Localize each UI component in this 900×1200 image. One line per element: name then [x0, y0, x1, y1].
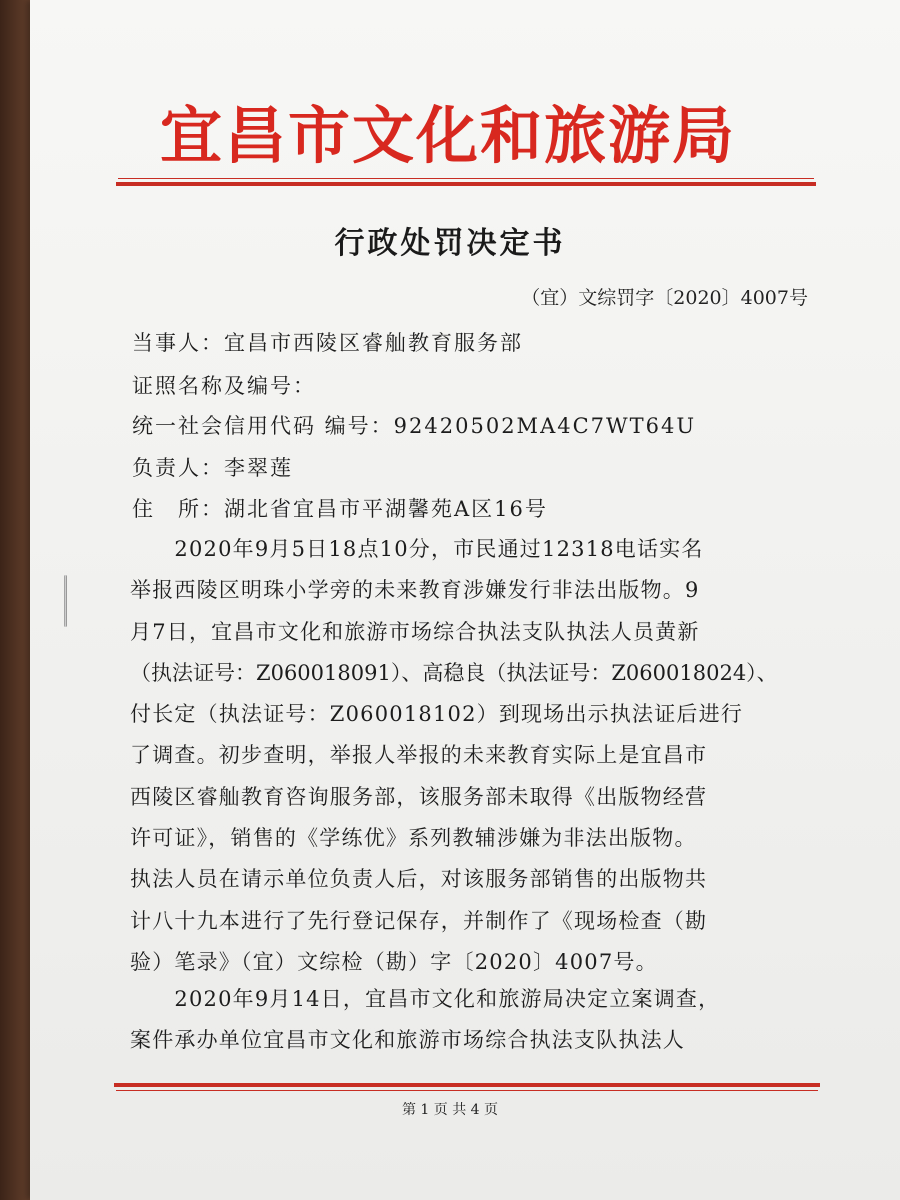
paragraph-line: 西陵区睿舢教育咨询服务部，该服务部未取得《出版物经营	[130, 784, 708, 809]
footer-rule-thin	[116, 1090, 818, 1091]
document-title: 行政处罚决定书	[334, 226, 566, 261]
paragraph-line: 了调查。初步查明，举报人举报的未来教育实际上是宜昌市	[130, 743, 708, 768]
paragraph-line: 2020年9月5日18点10分，市民通过12318电话实名	[130, 537, 704, 561]
paragraph-line: 付长定（执法证号：Z060018102）到现场出示执法证后进行	[130, 702, 744, 727]
document-number: （宜）文综罚字〔2020〕4007号	[521, 287, 808, 309]
paragraph-line: 计八十九本进行了先行登记保存，并制作了《现场检查（勘	[130, 908, 708, 933]
paragraph-line: 2020年9月14日，宜昌市文化和旅游局决定立案调查，	[130, 987, 721, 1011]
responsible-person: 负责人：李翠莲	[132, 456, 293, 480]
body-paragraph-2	[130, 979, 795, 1062]
paragraph-line: （执法证号：Z060018091）、高稳良（执法证号：Z060018024）、	[130, 660, 778, 685]
paragraph-line: 月7日，宜昌市文化和旅游市场综合执法支队执法人员黄新	[130, 619, 700, 644]
address: 住 所：湖北省宜昌市平湖馨苑A区16号	[132, 497, 548, 521]
paragraph-line: 验）笔录》（宜）文综检（勘）字〔2020〕4007号。	[130, 949, 658, 974]
header-rule-thick	[116, 182, 816, 186]
license-name: 证照名称及编号：	[132, 374, 316, 398]
body-paragraph-1	[130, 529, 795, 983]
credit-code: 统一社会信用代码 编号：92420502MA4C7WT64U	[132, 414, 697, 438]
header-rule-thin	[118, 178, 814, 179]
paragraph-line: 许可证》，销售的《学练优》系列教辅涉嫌为非法出版物。	[130, 826, 697, 851]
party-name: 当事人：宜昌市西陵区睿舢教育服务部	[132, 331, 523, 355]
page-indicator: 第 1 页 共 4 页	[401, 1102, 499, 1118]
organization-header: 宜昌市文化和旅游局	[159, 99, 736, 172]
paragraph-line: 执法人员在请示单位负责人后，对该服务部销售的出版物共	[130, 867, 708, 892]
paragraph-line: 举报西陵区明珠小学旁的未来教育涉嫌发行非法出版物。9	[130, 578, 700, 603]
paragraph-line: 案件承办单位宜昌市文化和旅游市场综合执法支队执法人	[130, 1028, 685, 1053]
footer-rule-thick	[114, 1083, 820, 1087]
staple	[64, 575, 67, 627]
